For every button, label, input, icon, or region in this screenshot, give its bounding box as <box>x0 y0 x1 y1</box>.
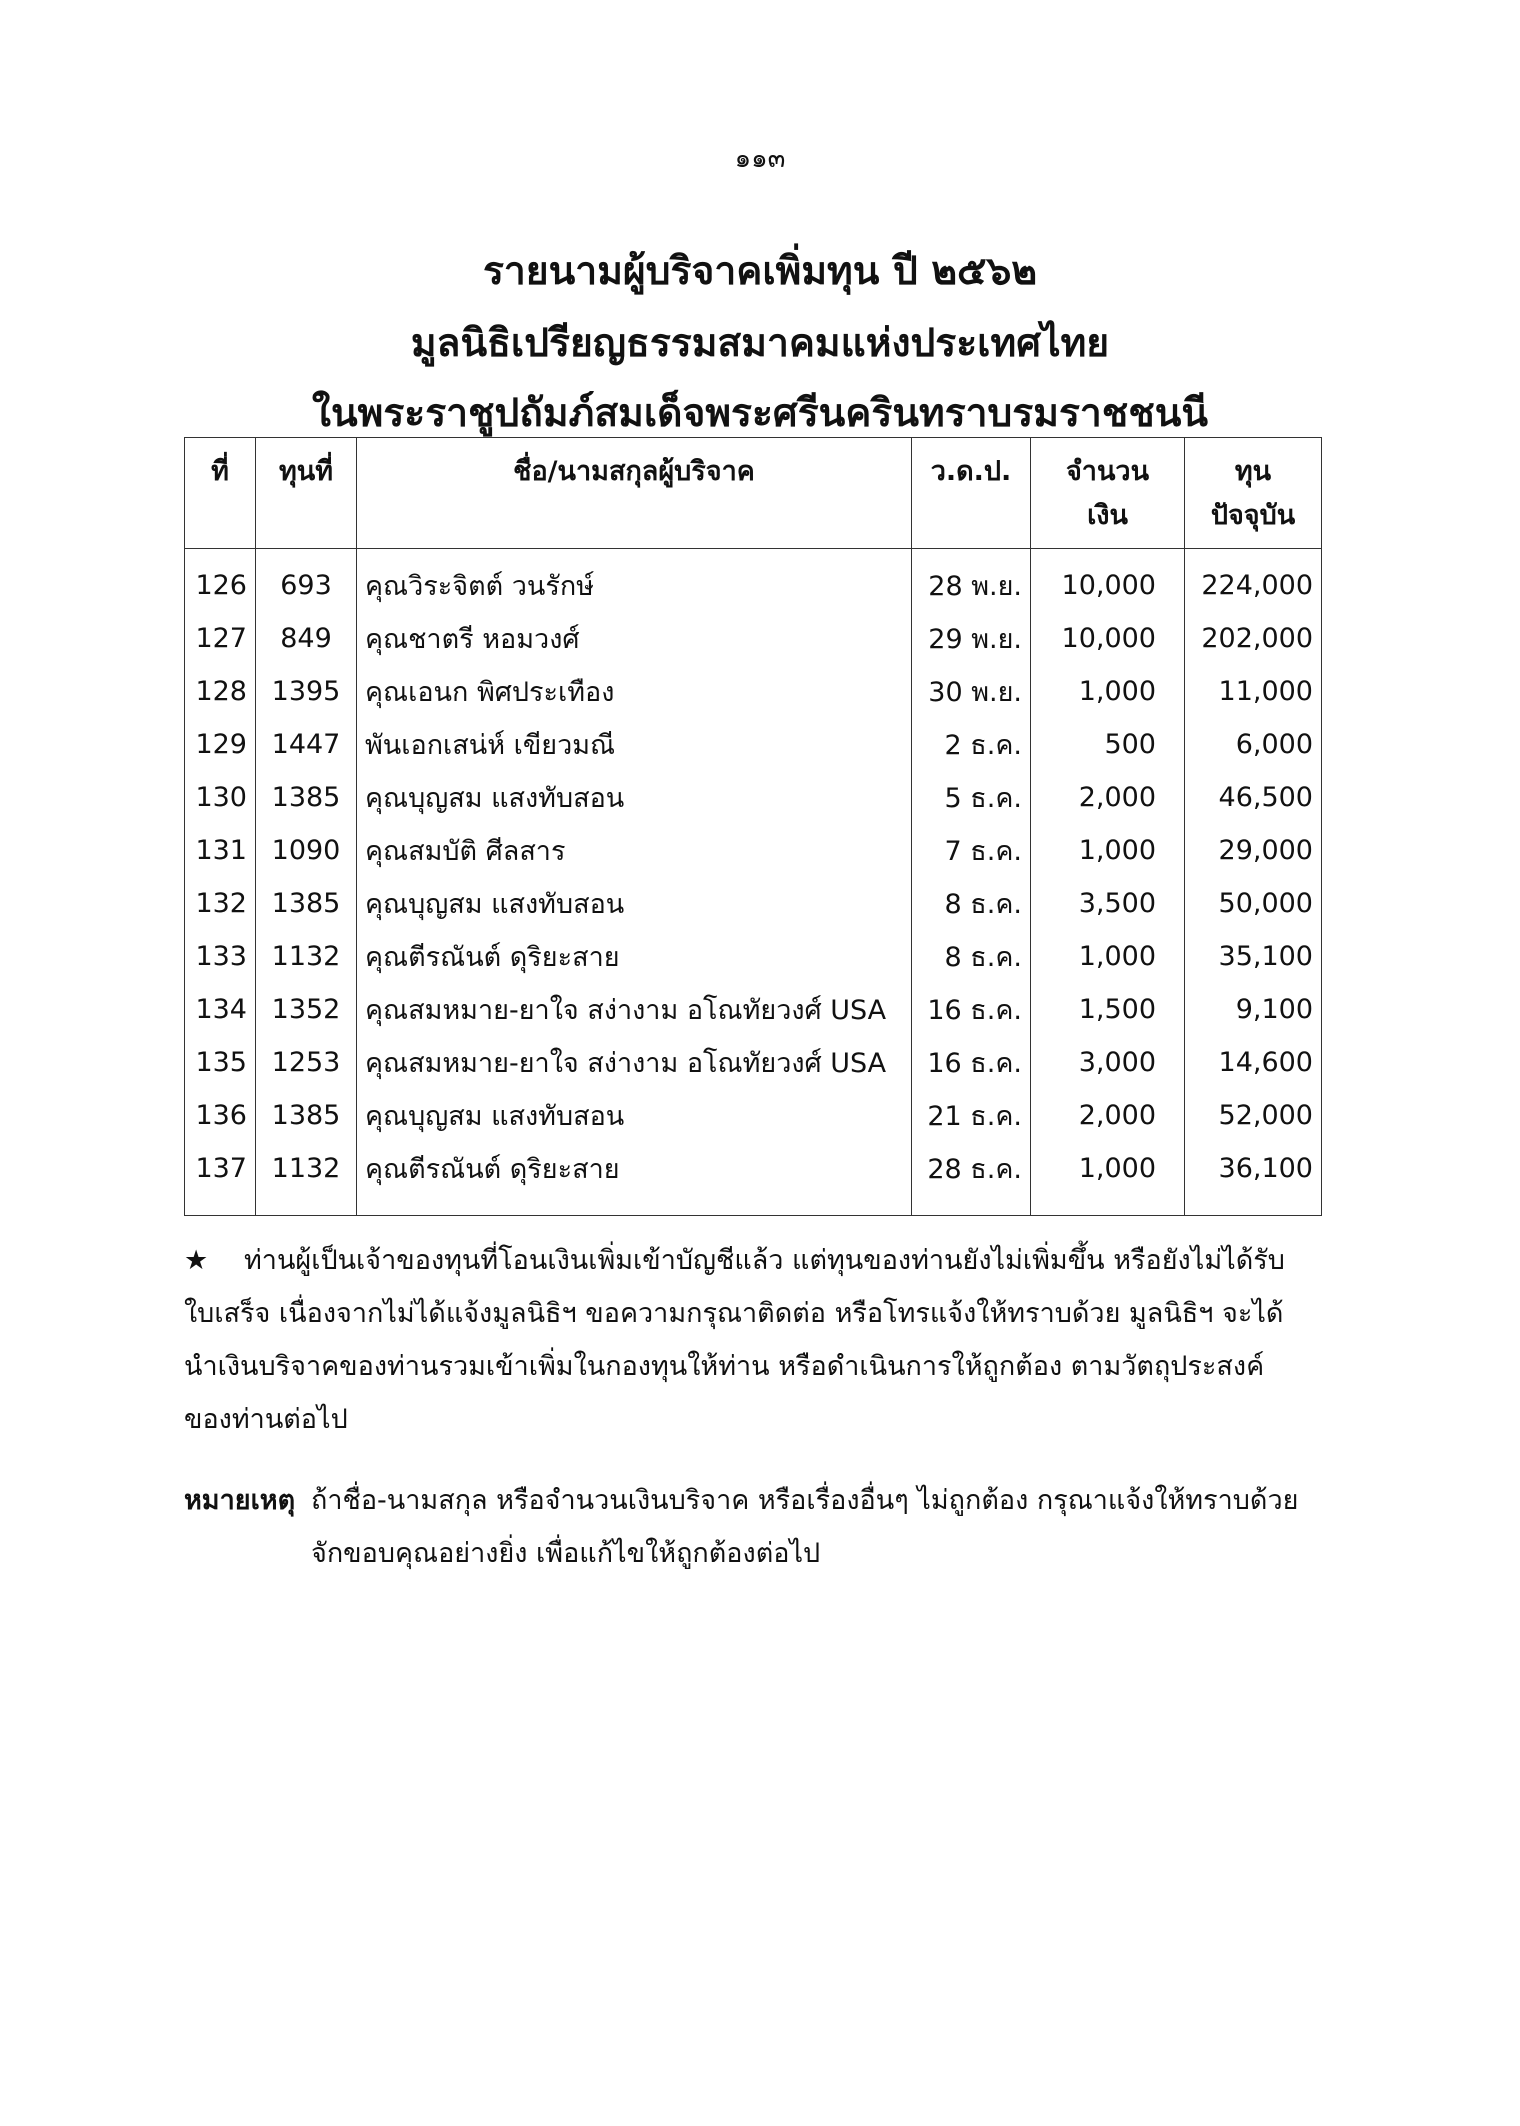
cell-donor-name: คุณตีรณันต์ ดุริยะสาย <box>357 1142 912 1195</box>
cell-current-fund: 36,100 <box>1185 1142 1322 1195</box>
cell-amount: 10,000 <box>1031 559 1185 612</box>
cell-donor-name: คุณบุญสม แสงทับสอน <box>357 771 912 824</box>
cell-fund-no: 1447 <box>256 718 357 771</box>
table-row <box>185 983 1322 1036</box>
cell-date: 7 ธ.ค. <box>912 824 1031 877</box>
cell-amount: 2,000 <box>1031 771 1185 824</box>
cell-donor-name: พันเอกเสน่ห์ เขียวมณี <box>357 718 912 771</box>
cell-amount: 1,000 <box>1031 665 1185 718</box>
cell-date: 16 ธ.ค. <box>912 983 1031 1036</box>
cell-current-fund: 11,000 <box>1185 665 1322 718</box>
notice-paragraph <box>184 1234 1324 1446</box>
cell-current-fund: 52,000 <box>1185 1089 1322 1142</box>
cell-no: 129 <box>185 718 256 771</box>
cell-amount: 500 <box>1031 718 1185 771</box>
cell-donor-name: คุณตีรณันต์ ดุริยะสาย <box>357 930 912 983</box>
cell-amount: 2,000 <box>1031 1089 1185 1142</box>
cell-fund-no: 693 <box>256 559 357 612</box>
cell-no: 131 <box>185 824 256 877</box>
cell-amount: 3,500 <box>1031 877 1185 930</box>
document-title-line-3: ในพระราชูปถัมภ์สมเด็จพระศรีนครินทราบรมราชชนนี <box>311 391 1209 436</box>
cell-no: 126 <box>185 559 256 612</box>
cell-no: 130 <box>185 771 256 824</box>
cell-donor-name: คุณสมหมาย-ยาใจ สง่างาม อโณทัยวงศ์ USA <box>357 1036 912 1089</box>
cell-donor-name: คุณสมบัติ ศีลสาร <box>357 824 912 877</box>
cell-date: 28 พ.ย. <box>912 559 1031 612</box>
remark-label: หมายเหตุ <box>184 1485 296 1516</box>
cell-fund-no: 1385 <box>256 771 357 824</box>
header-no: ที่ <box>185 438 256 549</box>
cell-no: 128 <box>185 665 256 718</box>
cell-no: 127 <box>185 612 256 665</box>
cell-donor-name: คุณบุญสม แสงทับสอน <box>357 1089 912 1142</box>
notice-line: ★ ท่านผู้เป็นเจ้าของทุนที่โอนเงินเพิ่มเข้าบัญชีแล้ว แต่ทุนของท่านยังไม่เพิ่มขึ้น หรือยังไม่ได้รับ <box>184 1234 1324 1287</box>
table-header-row <box>185 438 1322 549</box>
cell-amount: 1,500 <box>1031 983 1185 1036</box>
cell-amount: 1,000 <box>1031 824 1185 877</box>
cell-fund-no: 1395 <box>256 665 357 718</box>
cell-no: 135 <box>185 1036 256 1089</box>
cell-fund-no: 1132 <box>256 1142 357 1195</box>
cell-fund-no: 1090 <box>256 824 357 877</box>
notice-line: นำเงินบริจาคของท่านรวมเข้าเพิ่มในกองทุนให้ท่าน หรือดำเนินการให้ถูกต้อง ตามวัตถุประสงค์ <box>184 1351 1265 1382</box>
cell-date: 21 ธ.ค. <box>912 1089 1031 1142</box>
cell-amount: 1,000 <box>1031 1142 1185 1195</box>
donor-table <box>184 437 1322 1216</box>
table-row <box>185 877 1322 930</box>
remark-line: จักขอบคุณอย่างยิ่ง เพื่อแก้ไขให้ถูกต้องต่อไป <box>311 1538 821 1569</box>
cell-donor-name: คุณบุญสม แสงทับสอน <box>357 877 912 930</box>
cell-amount: 10,000 <box>1031 612 1185 665</box>
cell-current-fund: 35,100 <box>1185 930 1322 983</box>
cell-no: 134 <box>185 983 256 1036</box>
cell-fund-no: 1253 <box>256 1036 357 1089</box>
table-row <box>185 930 1322 983</box>
cell-current-fund: 9,100 <box>1185 983 1322 1036</box>
cell-date: 5 ธ.ค. <box>912 771 1031 824</box>
table-row <box>185 824 1322 877</box>
cell-fund-no: 1352 <box>256 983 357 1036</box>
header-fund-no: ทุนที่ <box>256 438 357 549</box>
cell-date: 2 ธ.ค. <box>912 718 1031 771</box>
document-title-line-2: มูลนิธิเปรียญธรรมสมาคมแห่งประเทศไทย <box>410 321 1110 366</box>
cell-fund-no: 1385 <box>256 1089 357 1142</box>
star-icon: ★ <box>184 1245 209 1276</box>
cell-donor-name: คุณชาตรี หอมวงศ์ <box>357 612 912 665</box>
cell-no: 136 <box>185 1089 256 1142</box>
cell-fund-no: 849 <box>256 612 357 665</box>
table-row <box>185 1036 1322 1089</box>
document-title-line-1: รายนามผู้บริจาคเพิ่มทุน ปี ๒๕๖๒ <box>482 249 1038 294</box>
table-row <box>185 771 1322 824</box>
notice-line: ใบเสร็จ เนื่องจากไม่ได้แจ้งมูลนิธิฯ ขอความกรุณาติดต่อ หรือโทรแจ้งให้ทราบด้วย มูลนิธิฯ จะได้ <box>184 1298 1284 1329</box>
cell-current-fund: 14,600 <box>1185 1036 1322 1089</box>
cell-date: 29 พ.ย. <box>912 612 1031 665</box>
table-row <box>185 665 1322 718</box>
cell-date: 28 ธ.ค. <box>912 1142 1031 1195</box>
header-amount: จำนวน เงิน <box>1031 438 1185 549</box>
table-row <box>185 1089 1322 1142</box>
cell-current-fund: 202,000 <box>1185 612 1322 665</box>
donor-table-container <box>184 437 1321 1216</box>
header-current-fund: ทุน ปัจจุบัน <box>1185 438 1322 549</box>
cell-date: 8 ธ.ค. <box>912 930 1031 983</box>
cell-date: 30 พ.ย. <box>912 665 1031 718</box>
cell-current-fund: 224,000 <box>1185 559 1322 612</box>
table-row <box>185 559 1322 612</box>
cell-donor-name: คุณเอนก พิศประเทือง <box>357 665 912 718</box>
cell-no: 133 <box>185 930 256 983</box>
header-donor-name: ชื่อ/นามสกุลผู้บริจาค <box>357 438 912 549</box>
table-row <box>185 1142 1322 1195</box>
page-number: ๑๑๓ <box>734 144 786 174</box>
cell-current-fund: 29,000 <box>1185 824 1322 877</box>
cell-date: 16 ธ.ค. <box>912 1036 1031 1089</box>
cell-amount: 3,000 <box>1031 1036 1185 1089</box>
cell-current-fund: 46,500 <box>1185 771 1322 824</box>
cell-fund-no: 1132 <box>256 930 357 983</box>
cell-current-fund: 6,000 <box>1185 718 1322 771</box>
cell-donor-name: คุณสมหมาย-ยาใจ สง่างาม อโณทัยวงศ์ USA <box>357 983 912 1036</box>
cell-date: 8 ธ.ค. <box>912 877 1031 930</box>
header-date: ว.ด.ป. <box>912 438 1031 549</box>
cell-no: 132 <box>185 877 256 930</box>
remark-line: ถ้าชื่อ-นามสกุล หรือจำนวนเงินบริจาค หรือเรื่องอื่นๆ ไม่ถูกต้อง กรุณาแจ้งให้ทราบด้วย <box>311 1485 1299 1516</box>
notice-line: ของท่านต่อไป <box>184 1404 348 1435</box>
table-row <box>185 718 1322 771</box>
cell-fund-no: 1385 <box>256 877 357 930</box>
table-row <box>185 612 1322 665</box>
cell-no: 137 <box>185 1142 256 1195</box>
cell-amount: 1,000 <box>1031 930 1185 983</box>
cell-donor-name: คุณวิระจิตต์ วนรักษ์ <box>357 559 912 612</box>
cell-current-fund: 50,000 <box>1185 877 1322 930</box>
